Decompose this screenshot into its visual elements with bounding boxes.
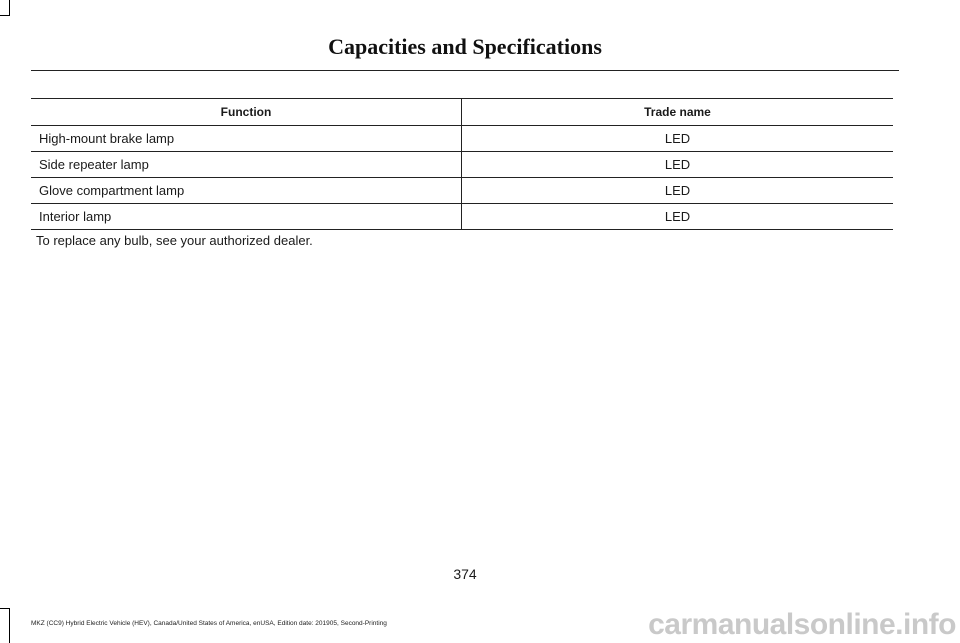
column-header-function: Function (31, 99, 462, 126)
trade-name-cell: LED (462, 126, 894, 152)
column-header-trade-name: Trade name (462, 99, 894, 126)
trade-name-cell: LED (462, 152, 894, 178)
table-row (31, 204, 893, 230)
crop-mark-top-left-v (9, 0, 10, 16)
page-number: 374 (453, 566, 477, 582)
crop-mark-bottom-left-v (9, 608, 10, 643)
function-cell: Side repeater lamp (31, 152, 462, 178)
bulb-spec-table (31, 98, 893, 230)
function-cell: Glove compartment lamp (31, 178, 462, 204)
title-divider (31, 70, 899, 71)
table-row (31, 152, 893, 178)
function-cell: Interior lamp (31, 204, 462, 230)
trade-name-cell: LED (462, 178, 894, 204)
edition-footer: MKZ (CC9) Hybrid Electric Vehicle (HEV), Canada/United States of America, enUSA, Edition date: 201905, Second-Printing (31, 620, 387, 627)
bulb-replacement-note: To replace any bulb, see your authorized dealer. (36, 233, 313, 248)
crop-mark-bottom-left-h (0, 608, 10, 609)
crop-mark-top-left-h (0, 15, 10, 16)
page-title: Capacities and Specifications (328, 34, 602, 59)
table-header-row (31, 99, 893, 126)
table-row (31, 126, 893, 152)
table-row (31, 178, 893, 204)
trade-name-cell: LED (462, 204, 894, 230)
function-cell: High-mount brake lamp (31, 126, 462, 152)
watermark: carmanualsonline.info (648, 608, 956, 641)
